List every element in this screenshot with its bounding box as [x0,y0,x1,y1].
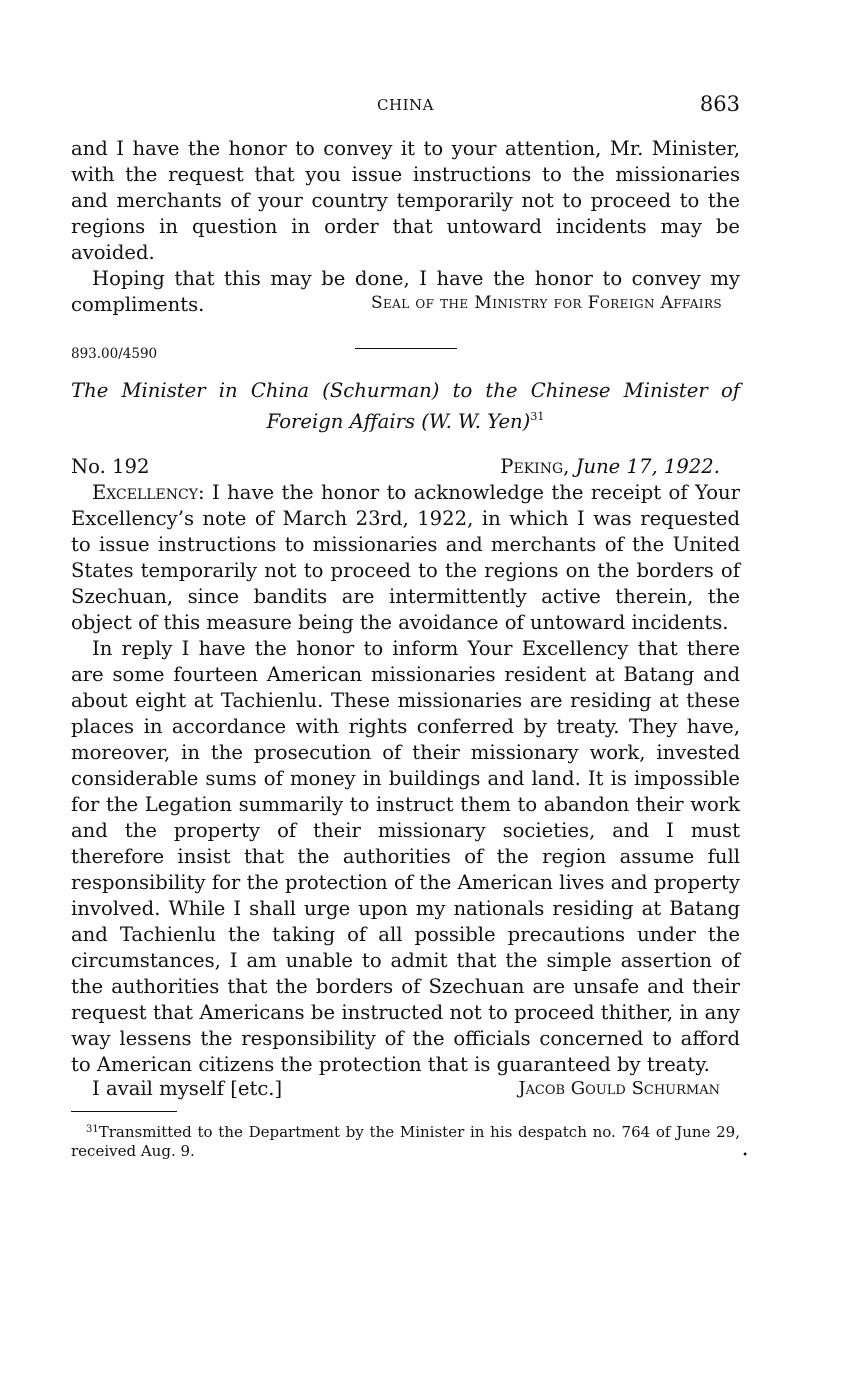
letter-paragraph-1 [71,480,740,636]
heading-line-1: The Minister in China (Schurman) to the Chinese Minister of [71,379,740,402]
page-number: 863 [699,92,740,116]
letter-paragraph-1-text: : I have the honor to acknowledge the receipt of Your Excellency’s note of March 23rd, 1922, in which I was requested to issue instructions to missionaries and merchants of the United States temporarily not to proceed to the regions on the borders of Szechuan, since bandits are intermittently active therein, the object of this measure being the avoidance of untoward incidents. [71,481,740,634]
continuation-text [71,136,740,318]
closing-formula: I avail myself [etc.] [92,1077,283,1100]
stray-mark: • [742,1150,748,1161]
salutation: Excellency [92,481,198,504]
date: June 17, 1922. [575,455,720,478]
footnote-mark: 31 [86,1124,99,1135]
file-number: 893.00/4590 [71,346,158,362]
despatch-number: No. 192 [71,455,150,478]
footnote-text: Transmitted to the Department by the Minister in his despatch no. 764 of June 29, received Aug. 9. [71,1123,740,1160]
ministry-seal: Seal of the Ministry for Foreign Affairs [370,293,722,313]
heading-footnote-ref: 31 [530,410,545,423]
footnote [71,1120,748,1161]
letter-paragraph-2: In reply I have the honor to inform Your Excellency that there are some fourteen American missionaries resident at Batang and about eight at Tachienlu. These missionaries are residing at these places in accordance with rights conferred by treaty. They have, moreover, in the prosecution of their missionary work, invested considerable sums of money in buildings and land. It is impossible for the Legation summarily to instruct them to abandon their work and the property of their missionary societies, and I must therefore insist that the authorities of the region assume full responsibility for the protection of the American lives and property involved. While I shall urge upon my nationals residing at Batang and Tachienlu the taking of all possible precautions under the circumstances, I am unable to admit that the simple assertion of the authorities that the borders of Szechuan are unsafe and their request that Americans be instructed not to proceed thither, in any way lessens the responsibility of the officials concerned to afford to American citizens the protection that is guaranteed by treaty. [71,637,740,1076]
continuation-paragraph: and I have the honor to convey it to your attention, Mr. Minister, with the request that you issue instructions to the missionaries and merchants of your country temporarily not to proceed to the regions in question in order that untoward incidents may be avoided. [71,137,740,264]
closing-paragraph: Hoping that this may be done, I have the honor to convey my compliments. [71,267,740,316]
heading-line-2-wrap [71,404,740,435]
heading-line-2: Foreign Affairs (W. W. Yen) [266,410,531,433]
place-date [500,454,720,480]
letter-body [71,480,740,1078]
running-title: CHINA [377,96,434,114]
signature: Jacob Gould Schurman [518,1078,720,1099]
document-heading [71,378,740,435]
running-head [71,92,740,122]
section-divider [355,348,457,349]
place: Peking, [500,455,570,478]
footnote-rule [71,1111,177,1112]
